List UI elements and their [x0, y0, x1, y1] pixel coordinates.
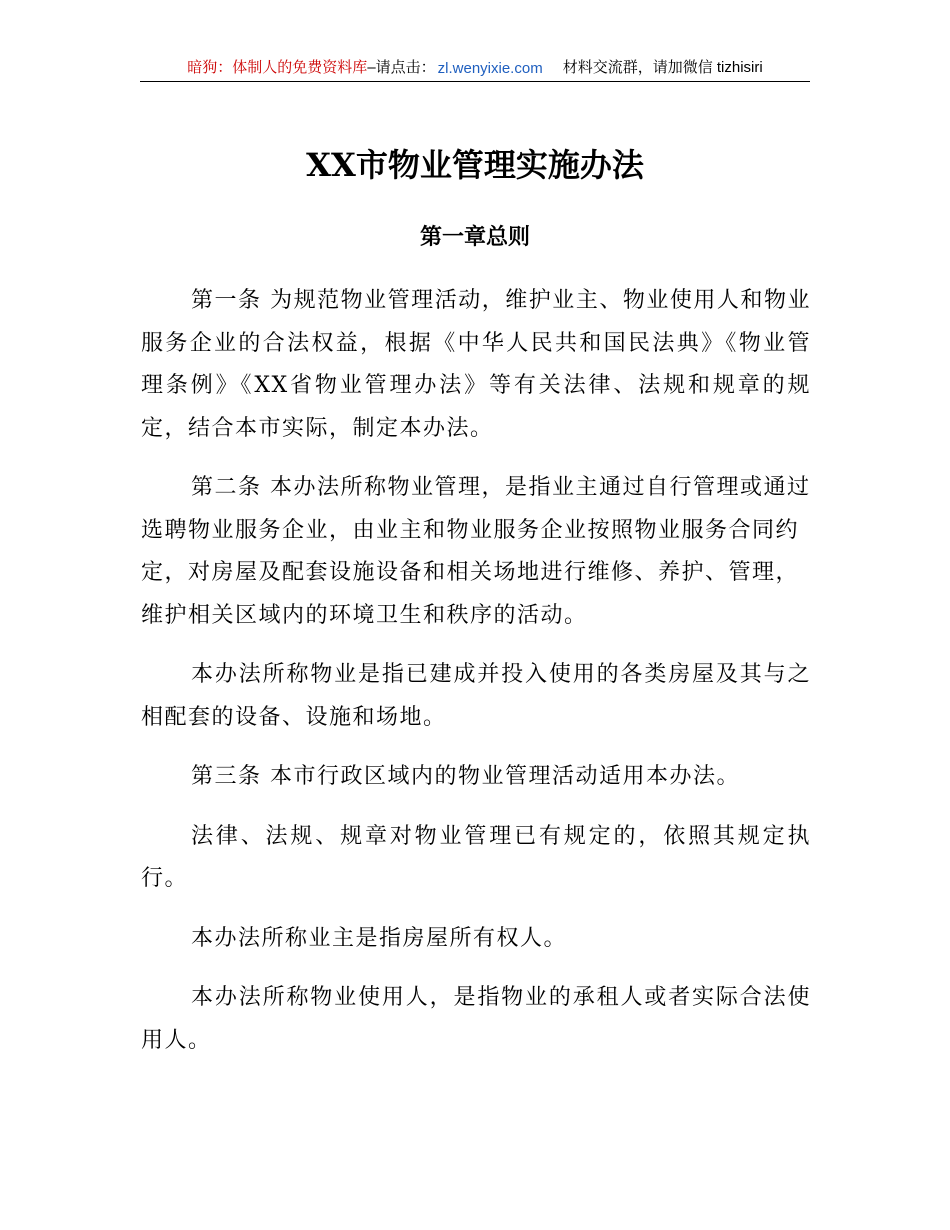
paragraph-owner-definition: 本办法所称业主是指房屋所有权人。 — [191, 925, 568, 951]
header-brand: 暗狗：体制人的免费资料库 — [187, 59, 368, 76]
page-header — [140, 56, 810, 82]
chapter-title: 第一章总则 — [419, 225, 530, 250]
header-url-link[interactable]: zl.wenyixie.com — [437, 60, 543, 77]
paragraph-laws-apply: 法律、法规、规章对物业管理已有规定的，依照其规定执行。 — [141, 823, 811, 891]
document-title: XX市物业管理实施办法 — [306, 146, 644, 184]
header-group-text: 材料交流群，请加微信 tizhisiri — [562, 59, 763, 76]
header-prompt: –请点击： — [367, 59, 436, 76]
paragraph-property-definition: 本办法所称物业是指已建成并投入使用的各类房屋及其与之相配套的设备、设施和场地。 — [141, 662, 811, 730]
paragraph-article-1: 第一条 为规范物业管理活动，维护业主、物业使用人和物业服务企业的合法权益，根据《中华人民共和国民法典》《物业管理条例》《XX省物业管理办法》等有关法律、法规和规章的规定，结合本市实际，制定本办法。 — [141, 288, 811, 441]
document-body — [141, 280, 811, 1079]
paragraph-article-2: 第二条 本办法所称物业管理，是指业主通过自行管理或通过选聘物业服务企业，由业主和物业服务企业按照物业服务合同约定，对房屋及配套设施设备和相关场地进行维修、养护、管理，维护相关区域内的环境卫生和秩序的活动。 — [141, 475, 811, 628]
paragraph-article-3: 第三条 本市行政区域内的物业管理活动适用本办法。 — [191, 764, 740, 789]
paragraph-user-definition: 本办法所称物业使用人，是指物业的承租人或者实际合法使用人。 — [141, 985, 811, 1053]
